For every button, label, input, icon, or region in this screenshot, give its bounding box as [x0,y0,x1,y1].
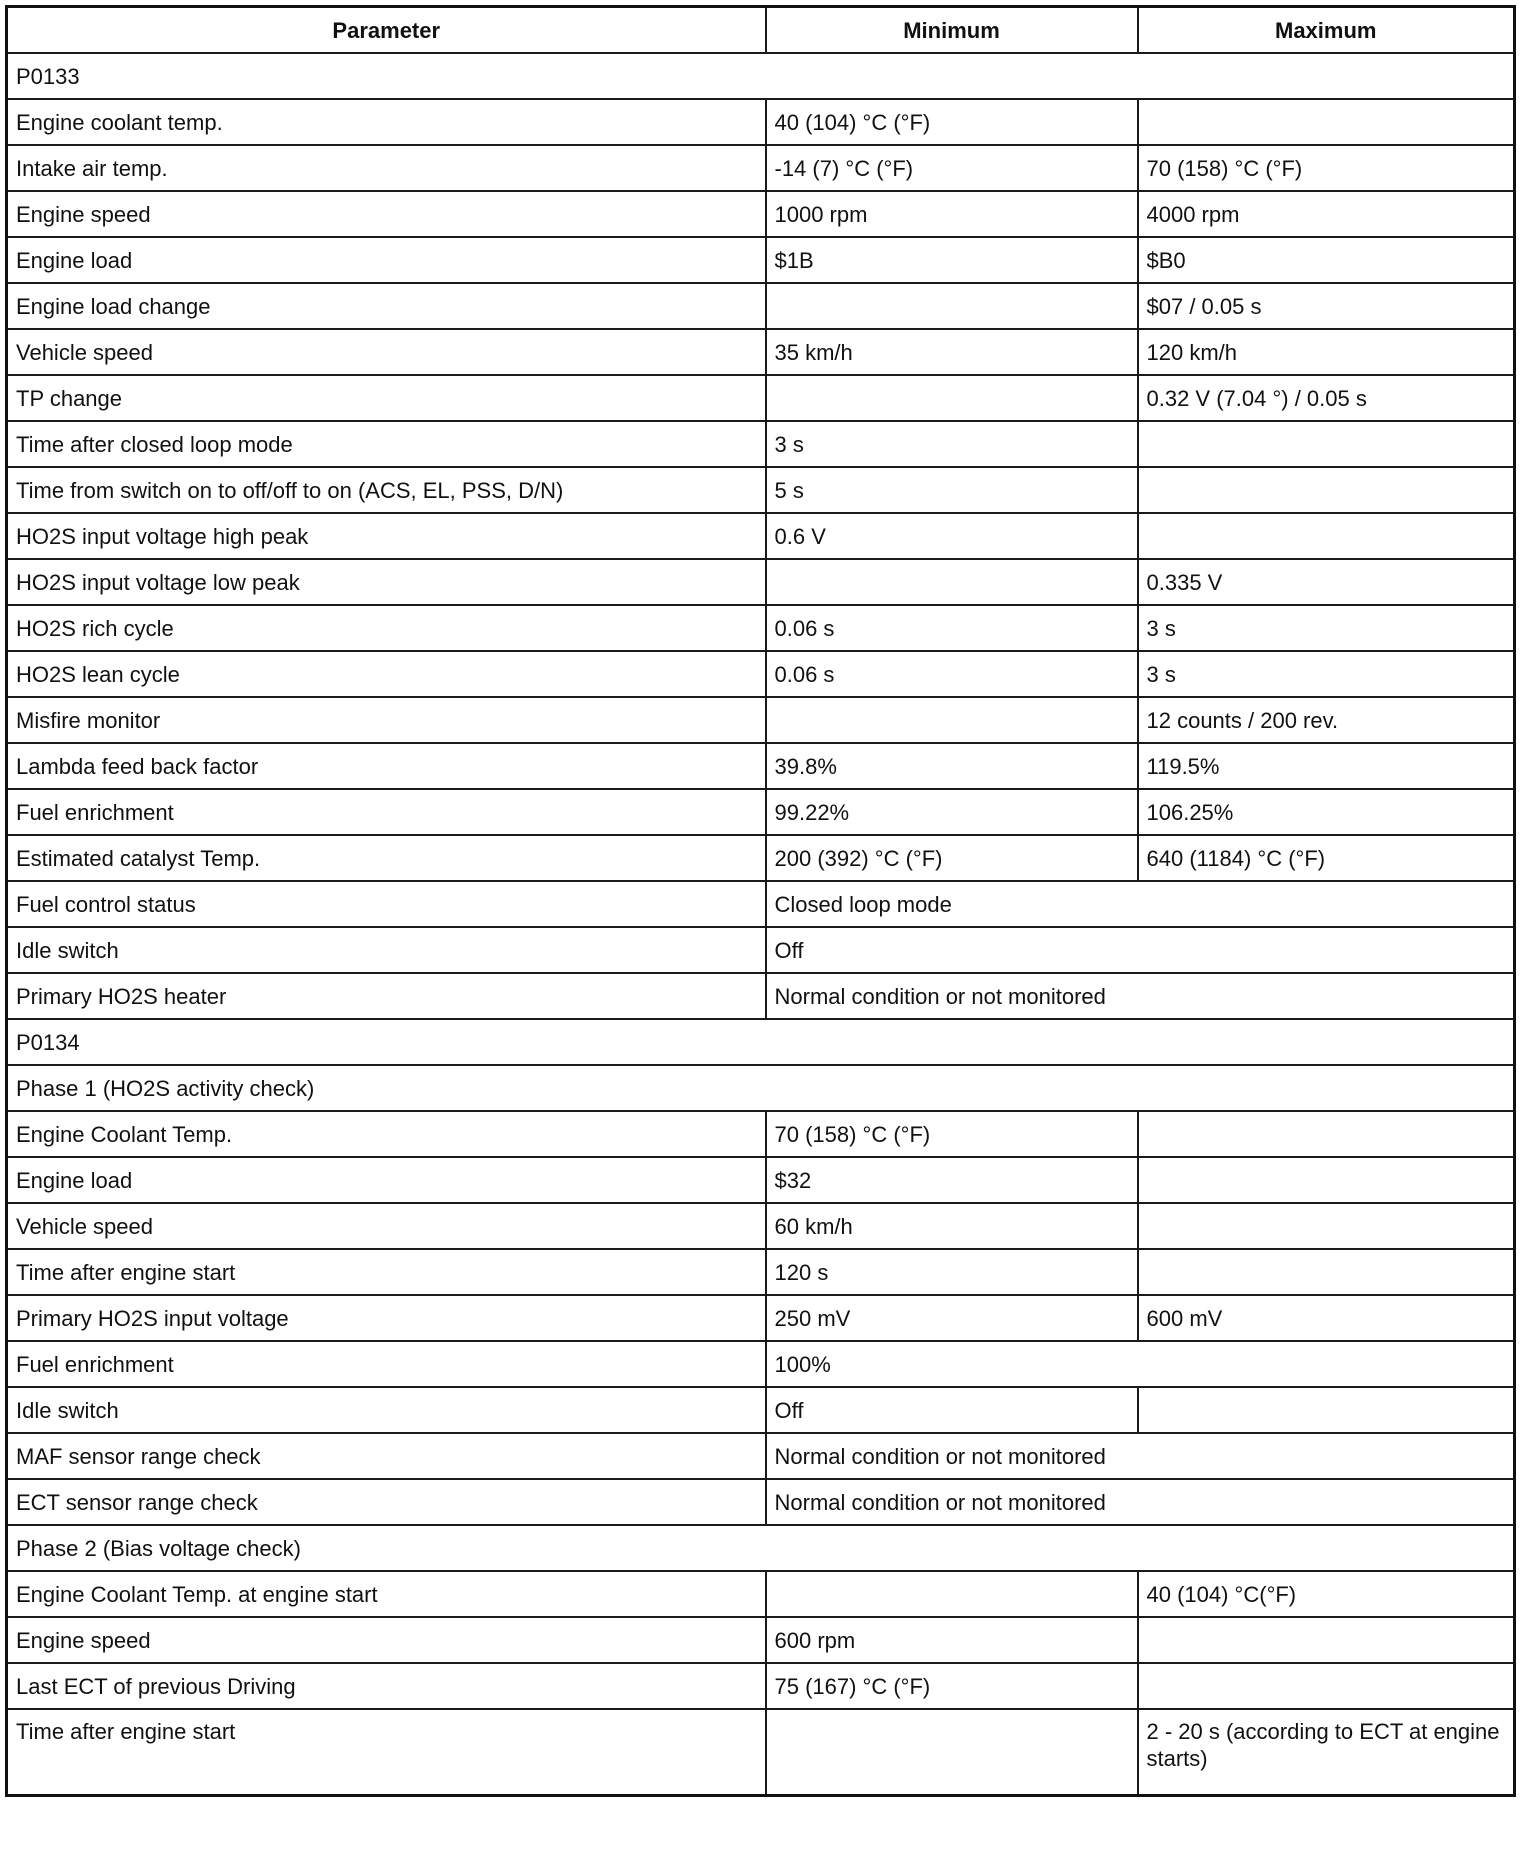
parameter-cell: Engine load [7,237,766,283]
table-row [7,191,1515,237]
maximum-cell: 0.335 V [1138,559,1515,605]
minimum-cell [766,559,1138,605]
maximum-cell: 2 - 20 s (according to ECT at engine starts) [1138,1709,1515,1796]
value-cell: Off [766,927,1515,973]
table-row [7,835,1515,881]
minimum-cell: $32 [766,1157,1138,1203]
minimum-cell [766,697,1138,743]
parameter-cell: Time after engine start [7,1249,766,1295]
value-cell: Normal condition or not monitored [766,1433,1515,1479]
table-body [7,53,1515,1796]
minimum-cell: Off [766,1387,1138,1433]
maximum-cell: $07 / 0.05 s [1138,283,1515,329]
value-cell: 100% [766,1341,1515,1387]
maximum-cell: $B0 [1138,237,1515,283]
maximum-cell: 70 (158) °C (°F) [1138,145,1515,191]
maximum-cell: 106.25% [1138,789,1515,835]
table-row [7,605,1515,651]
maximum-cell [1138,1249,1515,1295]
maximum-cell [1138,1203,1515,1249]
parameter-cell: Time from switch on to off/off to on (ACS, EL, PSS, D/N) [7,467,766,513]
minimum-cell: 600 rpm [766,1617,1138,1663]
table-row [7,283,1515,329]
minimum-cell: 250 mV [766,1295,1138,1341]
parameter-cell: Engine load change [7,283,766,329]
table-row [7,927,1515,973]
maximum-cell [1138,1157,1515,1203]
minimum-cell: 200 (392) °C (°F) [766,835,1138,881]
parameter-cell: HO2S lean cycle [7,651,766,697]
parameter-cell: Idle switch [7,927,766,973]
maximum-cell [1138,1663,1515,1709]
table-row [7,1203,1515,1249]
table-row [7,1111,1515,1157]
parameter-cell: Engine load [7,1157,766,1203]
minimum-cell: 60 km/h [766,1203,1138,1249]
table-row [7,1663,1515,1709]
minimum-cell: 120 s [766,1249,1138,1295]
maximum-cell: 3 s [1138,651,1515,697]
parameter-cell: TP change [7,375,766,421]
parameter-cell: Intake air temp. [7,145,766,191]
section-label: P0133 [7,53,1515,99]
table-row [7,1341,1515,1387]
minimum-cell: 0.6 V [766,513,1138,559]
maximum-cell: 0.32 V (7.04 °) / 0.05 s [1138,375,1515,421]
parameter-cell: Time after closed loop mode [7,421,766,467]
maximum-cell [1138,99,1515,145]
maximum-cell: 600 mV [1138,1295,1515,1341]
maximum-cell [1138,1387,1515,1433]
header-parameter: Parameter [7,7,766,54]
table-row [7,1387,1515,1433]
table-row [7,1571,1515,1617]
maximum-cell: 3 s [1138,605,1515,651]
parameter-cell: Fuel enrichment [7,789,766,835]
table-row [7,329,1515,375]
table-row [7,1479,1515,1525]
parameter-cell: Engine speed [7,191,766,237]
section-label: P0134 [7,1019,1515,1065]
minimum-cell: 35 km/h [766,329,1138,375]
parameter-cell: Last ECT of previous Driving [7,1663,766,1709]
section-row [7,1065,1515,1111]
table-row [7,881,1515,927]
minimum-cell: 0.06 s [766,605,1138,651]
minimum-cell: 5 s [766,467,1138,513]
maximum-cell: 119.5% [1138,743,1515,789]
section-label: Phase 1 (HO2S activity check) [7,1065,1515,1111]
table-row [7,973,1515,1019]
table-row [7,145,1515,191]
minimum-cell: 40 (104) °C (°F) [766,99,1138,145]
minimum-cell [766,375,1138,421]
value-cell: Normal condition or not monitored [766,1479,1515,1525]
minimum-cell: 70 (158) °C (°F) [766,1111,1138,1157]
parameter-cell: HO2S input voltage low peak [7,559,766,605]
table-row [7,237,1515,283]
minimum-cell: 3 s [766,421,1138,467]
minimum-cell: 99.22% [766,789,1138,835]
parameter-cell: Fuel enrichment [7,1341,766,1387]
section-row [7,53,1515,99]
minimum-cell: 75 (167) °C (°F) [766,1663,1138,1709]
minimum-cell: 39.8% [766,743,1138,789]
parameter-cell: Engine Coolant Temp. [7,1111,766,1157]
parameter-cell: HO2S rich cycle [7,605,766,651]
table-row [7,1157,1515,1203]
table-row [7,467,1515,513]
minimum-cell [766,1571,1138,1617]
minimum-cell: -14 (7) °C (°F) [766,145,1138,191]
table-row [7,1433,1515,1479]
maximum-cell: 120 km/h [1138,329,1515,375]
parameter-cell: Engine Coolant Temp. at engine start [7,1571,766,1617]
table-row [7,1709,1515,1796]
parameter-cell: Primary HO2S input voltage [7,1295,766,1341]
maximum-cell: 12 counts / 200 rev. [1138,697,1515,743]
value-cell: Closed loop mode [766,881,1515,927]
parameter-cell: ECT sensor range check [7,1479,766,1525]
section-row [7,1019,1515,1065]
table-row [7,1249,1515,1295]
section-row [7,1525,1515,1571]
table-row [7,99,1515,145]
parameter-cell: Fuel control status [7,881,766,927]
table-row [7,651,1515,697]
minimum-cell: $1B [766,237,1138,283]
table-row [7,421,1515,467]
maximum-cell [1138,467,1515,513]
table-row [7,743,1515,789]
parameter-table [5,5,1516,1797]
minimum-cell: 1000 rpm [766,191,1138,237]
header-minimum: Minimum [766,7,1138,54]
parameter-cell: Time after engine start [7,1709,766,1796]
table-row [7,559,1515,605]
maximum-cell: 4000 rpm [1138,191,1515,237]
header-maximum: Maximum [1138,7,1515,54]
parameter-cell: Engine speed [7,1617,766,1663]
parameter-cell: Estimated catalyst Temp. [7,835,766,881]
parameter-cell: Lambda feed back factor [7,743,766,789]
table-row [7,375,1515,421]
section-label: Phase 2 (Bias voltage check) [7,1525,1515,1571]
parameter-cell: HO2S input voltage high peak [7,513,766,559]
minimum-cell [766,283,1138,329]
parameter-cell: Engine coolant temp. [7,99,766,145]
parameter-cell: Vehicle speed [7,329,766,375]
table-row [7,697,1515,743]
parameter-cell: Vehicle speed [7,1203,766,1249]
maximum-cell [1138,513,1515,559]
maximum-cell [1138,1617,1515,1663]
table-row [7,789,1515,835]
maximum-cell [1138,421,1515,467]
maximum-cell: 640 (1184) °C (°F) [1138,835,1515,881]
parameter-cell: MAF sensor range check [7,1433,766,1479]
table-row [7,513,1515,559]
parameter-cell: Primary HO2S heater [7,973,766,1019]
value-cell: Normal condition or not monitored [766,973,1515,1019]
header-row [7,7,1515,54]
maximum-cell: 40 (104) °C(°F) [1138,1571,1515,1617]
minimum-cell: 0.06 s [766,651,1138,697]
table-row [7,1295,1515,1341]
minimum-cell [766,1709,1138,1796]
maximum-cell [1138,1111,1515,1157]
parameter-cell: Idle switch [7,1387,766,1433]
parameter-cell: Misfire monitor [7,697,766,743]
table-row [7,1617,1515,1663]
